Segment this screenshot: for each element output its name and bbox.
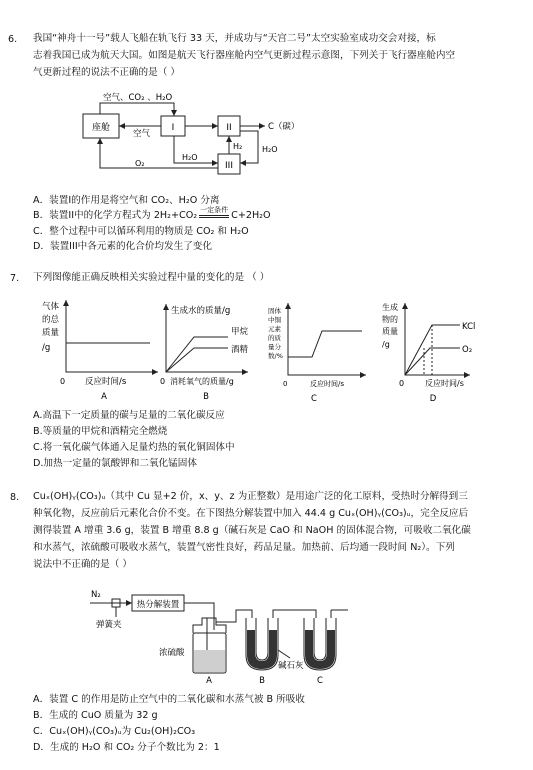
- o2-label: O₂: [135, 159, 145, 168]
- question-7-stem: 下列图像能正确反映相关实验过程中量的变化的是 （ ）: [33, 272, 270, 283]
- graph-c-ylabel-1: 固体: [268, 307, 281, 315]
- device-b-tag: B: [259, 676, 265, 686]
- question-6-option-c: C．整个过程中可以循环利用的物质是 CO₂ 和 H₂O: [33, 226, 249, 237]
- graph-d-ylabel-3: 质量: [382, 327, 398, 336]
- question-8-stem-line-1: Cuₓ(OH)ᵧ(CO₃)ᵤ（其中 Cu 显+2 价，x、y、z 为正整数）是用途广泛的化工原料，受热时分解得到三: [33, 491, 468, 502]
- question-8-stem-line-2: 种氧化物，反应前后元素化合价不变。在下图热分解装置中加入 44.4 g Cuₓ(OH)ᵧ(CO₃)ᵤ，完全反应后: [33, 508, 469, 519]
- u-tube-c-fill: [305, 630, 335, 669]
- question-8-stem-line-5: 说法中不正确的是（ ）: [33, 559, 132, 570]
- u-tube-c-inner: [314, 618, 326, 660]
- graph-a-ylabel-4: /g: [42, 343, 51, 353]
- question-6-option-d: D．装置III中各元素的化合价均发生了变化: [33, 241, 212, 252]
- bottle-a-neck: [193, 618, 226, 633]
- graph-d-ylabel-2: 物的: [382, 315, 398, 324]
- reaction-condition: 一定条件: [197, 209, 231, 223]
- graph-a-ylabel-2: 的总: [42, 315, 60, 325]
- question-8-option-c: C．Cuₓ(OH)ᵧ(CO₃)ᵤ为 Cu₂(OH)₂CO₃: [33, 726, 196, 737]
- question-8-stem-line-3: 测得装置 A 增重 3.6 g，装置 B 增重 8.8 g（碱石灰是 CaO 和 NaOH 的固体混合物，可吸收二氧化碳: [33, 525, 471, 536]
- graph-a-ylabel-1: 气体: [42, 302, 60, 312]
- question-7-option-c: C.将一氧化碳气体通入足量灼热的氧化铜固体中: [33, 442, 235, 453]
- graph-a-xlabel: 反应时间/s: [85, 377, 127, 387]
- n2-label: N₂: [91, 590, 101, 600]
- u-tube-b-fill: [247, 630, 277, 669]
- cabin-label: 座舱: [91, 123, 111, 133]
- graph-a-tag: A: [101, 392, 107, 402]
- question-7-option-d: D.加热一定量的氯酸钾和二氧化锰固体: [33, 458, 197, 469]
- graph-c-ylabel-4: 的质: [268, 334, 281, 342]
- graph-a-ylabel-3: 质量: [42, 328, 60, 338]
- question-7-option-b: B.等质量的甲烷和酒精完全燃烧: [33, 426, 168, 437]
- device-a-tag: A: [206, 676, 212, 686]
- soda-lime-label: 碱石灰: [278, 661, 304, 671]
- graph-d-series-1: KCl: [462, 322, 476, 332]
- graph-b-series-2: 酒精: [231, 345, 249, 355]
- diagram-top-label: 空气、CO₂ 、H₂O: [103, 93, 173, 103]
- graph-b-ylabel: 生成水的质量/g: [171, 306, 231, 316]
- graph-a-origin: 0: [60, 377, 66, 386]
- graph-b-xlabel: 消耗氧气的质量/g: [170, 377, 234, 386]
- question-7-option-a: A.高温下一定质量的碳与足量的二氧化碳反应: [33, 410, 225, 421]
- question-8-stem-line-4: 和水蒸气，浓硫酸可吸收水蒸气，装置气密性良好，药品足量。加热前、后均通一段时间 N₂）。下列: [33, 542, 455, 553]
- graph-c-origin: 0: [283, 380, 288, 388]
- sulfuric-acid-label: 浓硫酸: [159, 648, 185, 658]
- air-label: 空气: [133, 129, 151, 139]
- question-6-stem-line-2: 志着我国已成为航天大国。如图是航天飞行器座舱内空气更新过程示意图，下列关于飞行器座舱内空: [33, 50, 456, 61]
- question-6-stem-line-1: 我国“神舟十一号”载人飞船在轨飞行 33 天，并成功与“天宫二号”太空实验室成功交会对接，标: [33, 33, 436, 44]
- option-b-suffix: C+2H₂O: [231, 210, 271, 221]
- graph-c-xlabel: 反应时间/s: [310, 380, 345, 388]
- spring-clip-label: 弹簧夹: [96, 620, 122, 630]
- device-2-label: II: [226, 123, 232, 133]
- question-6-option-a: A．装置I的作用是将空气和 CO₂、H₂O 分离: [33, 195, 220, 206]
- question-8-option-b: B．生成的 CuO 质量为 32 g: [33, 710, 158, 721]
- question-6-number: 6.: [8, 34, 18, 45]
- graph-b-series-1: 甲烷: [231, 327, 249, 337]
- graph-d-xlabel: 反应时间/s: [425, 379, 464, 388]
- heater-label: 热分解装置: [136, 600, 180, 610]
- graph-b-origin: 0: [160, 377, 166, 386]
- question-7-number: 7.: [10, 273, 20, 284]
- question-6-stem-line-3: 气更新过程的说法不正确的是（ ）: [33, 67, 180, 78]
- graph-d-series-2: O₂: [462, 345, 473, 355]
- question-8-option-a: A．装置 C 的作用是防止空气中的二氧化碳和水蒸气被 B 所吸收: [33, 694, 305, 705]
- carbon-label: C（碳）: [268, 122, 300, 132]
- graph-c-ylabel-6: 数/%: [268, 352, 283, 360]
- graph-d-ylabel-4: /g: [382, 340, 390, 349]
- graph-b-tag: B: [203, 392, 209, 402]
- question-8-option-d: D．生成的 H₂O 和 CO₂ 分子个数比为 2：1: [33, 742, 220, 753]
- h2o-label-left: H₂O: [182, 153, 198, 162]
- graph-c-tag: C: [311, 394, 317, 404]
- graph-c-ylabel-3: 元素: [268, 325, 281, 333]
- sulfuric-acid-liquid: [194, 650, 225, 672]
- device-3-label: III: [225, 161, 233, 171]
- h2o-label-right: H₂O: [262, 145, 278, 154]
- u-tube-b-inner: [256, 618, 268, 660]
- graph-c-ylabel-5: 量分: [268, 343, 281, 351]
- graph-c-ylabel-2: 中铜: [268, 316, 281, 324]
- h2-label: H₂: [233, 142, 243, 151]
- graph-d-tag: D: [429, 394, 437, 404]
- question-8-number: 8.: [10, 492, 20, 503]
- device-c-tag: C: [317, 676, 323, 686]
- option-b-prefix: B．装置II中的化学方程式为 2H₂+CO₂: [33, 210, 198, 221]
- graph-d-origin: 0: [399, 379, 405, 388]
- device-1-label: I: [171, 123, 175, 133]
- graph-d-ylabel-1: 生成: [382, 303, 398, 312]
